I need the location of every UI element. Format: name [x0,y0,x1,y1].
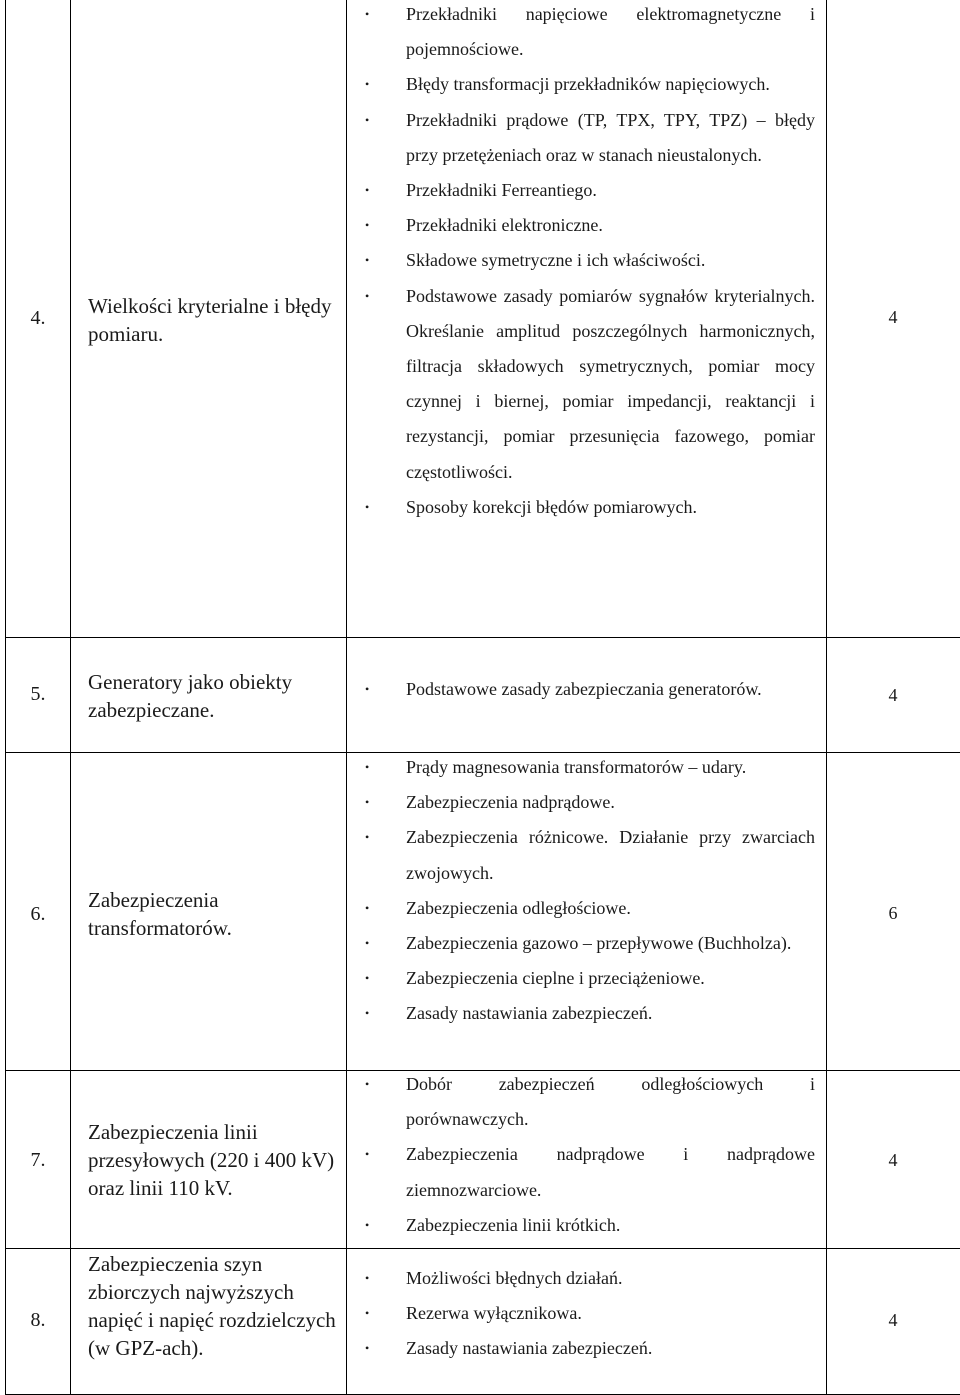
list-item-text: Przekładniki Ferreantiego. [406,180,597,201]
row-hours: 4 [888,685,898,705]
list-item-text: Zabezpieczenia nadprądowe i nadprądowe ziemnozwarciowe. [406,1144,815,1200]
column-divider-num [70,0,71,1395]
bullet-icon: • [365,971,370,986]
list-item [365,891,815,926]
list-item-text: Zabezpieczenia różnicowe. Działanie przy zwarciach zwojowych. [406,827,815,883]
list-item [365,1331,815,1366]
bullet-icon: • [365,1341,370,1356]
list-item [365,208,815,243]
bullet-icon: • [365,1306,370,1321]
bullet-icon: • [365,7,370,21]
list-item-text: Podstawowe zasady pomiarów sygnałów kryterialnych. Określanie amplitud poszczególnych harmonicznych, filtracja składowych symetrycznych, pomiar mocy czynnej i biernej, pomiar impedancji, reaktancji i rezystancji, pomiar przesunięcia fazowego, pomiar częstotliwości. [406,285,815,482]
bullet-icon: • [365,253,370,268]
row-hours: 4 [888,1310,898,1330]
list-item [365,1208,815,1243]
list-item-text: Zasady nastawiania zabezpieczeń. [406,1338,653,1359]
list-item-text: Rezerwa wyłącznikowa. [406,1303,582,1324]
row-content-list [365,0,815,525]
row-hours: 4 [888,307,898,327]
list-item [365,1296,815,1331]
row-topic: Zabezpieczenia szyn zbiorczych najwyższych napięć i napięć rozdzielczych (w GPZ-ach). [88,1252,336,1360]
list-item [365,490,815,525]
bullet-icon: • [365,1217,370,1232]
row-content-list [365,672,815,707]
list-item-text: Przekładniki napięciowe elektromagnetyczne i pojemnościowe. [406,4,815,60]
row-content-list [365,1261,815,1367]
list-item [365,961,815,996]
row-hours: 4 [888,1150,898,1170]
row-number: 6. [30,903,46,925]
row-topic: Zabezpieczenia transformatorów. [88,888,232,940]
row-divider [5,637,960,638]
row-topic: Zabezpieczenia linii przesyłowych (220 i 400 kV) oraz linii 110 kV. [88,1120,335,1200]
bullet-icon: • [365,936,370,951]
list-item [365,926,815,961]
bullet-icon: • [365,1006,370,1021]
list-item-text: Przekładniki elektroniczne. [406,215,603,236]
bullet-icon: • [365,183,370,198]
row-number: 7. [30,1149,46,1171]
list-item [365,1261,815,1296]
list-item-text: Sposoby korekcji błędów pomiarowych. [406,496,697,517]
list-item [365,996,815,1031]
bullet-icon: • [365,1147,370,1162]
list-item [365,750,815,785]
list-item-text: Dobór zabezpieczeń odległościowych i porównawczych. [406,1074,815,1130]
row-number: 8. [30,1309,46,1331]
row-topic: Wielkości kryterialne i błędy pomiaru. [88,294,332,346]
list-item-text: Składowe symetryczne i ich właściwości. [406,250,706,271]
bullet-icon: • [365,288,370,303]
list-item-text: Możliwości błędnych działań. [406,1268,623,1288]
list-item [365,1067,815,1137]
bullet-icon: • [365,1271,370,1285]
bullet-icon: • [365,682,370,696]
list-item [365,243,815,278]
list-item-text: Błędy transformacji przekładników napięciowych. [406,74,770,95]
list-item-text: Zabezpieczenia odległościowe. [406,897,631,918]
bullet-icon: • [365,77,370,92]
bullet-icon: • [365,900,370,915]
list-item-text: Zabezpieczenia cieplne i przeciążeniowe. [406,968,705,989]
list-item-text: Prądy magnesowania transformatorów – udary. [406,757,747,777]
list-item [365,103,815,173]
bullet-icon: • [365,112,370,127]
list-item [365,67,815,102]
list-item-text: Zabezpieczenia linii krótkich. [406,1214,621,1235]
list-item [365,279,815,490]
list-item [365,173,815,208]
list-item-text: Zasady nastawiania zabezpieczeń. [406,1003,653,1024]
bullet-icon: • [365,795,370,810]
list-item-text: Zabezpieczenia gazowo – przepływowe (Buchholza). [406,933,792,954]
row-number: 4. [30,307,46,329]
list-item [365,0,815,67]
row-content-list [365,1067,815,1243]
bullet-icon: • [365,218,370,233]
row-content-list [365,750,815,1032]
list-item [365,672,815,707]
row-divider [5,1248,960,1249]
list-item [365,1137,815,1207]
row-hours: 6 [888,903,898,923]
row-number: 5. [30,683,46,705]
bullet-icon: • [365,499,370,514]
list-item [365,785,815,820]
list-item-text: Przekładniki prądowe (TP, TPX, TPY, TPZ) – błędy przy przetężeniach oraz w stanach nieustalonych. [406,109,815,165]
list-item-text: Podstawowe zasady zabezpieczania generatorów. [406,679,762,699]
bullet-icon: • [365,830,370,845]
bullet-icon: • [365,760,370,774]
list-item [365,820,815,890]
row-topic: Generatory jako obiekty zabezpieczane. [88,670,293,722]
list-item-text: Zabezpieczenia nadprądowe. [406,792,615,813]
bullet-icon: • [365,1077,370,1091]
column-divider-topic [346,0,347,1395]
